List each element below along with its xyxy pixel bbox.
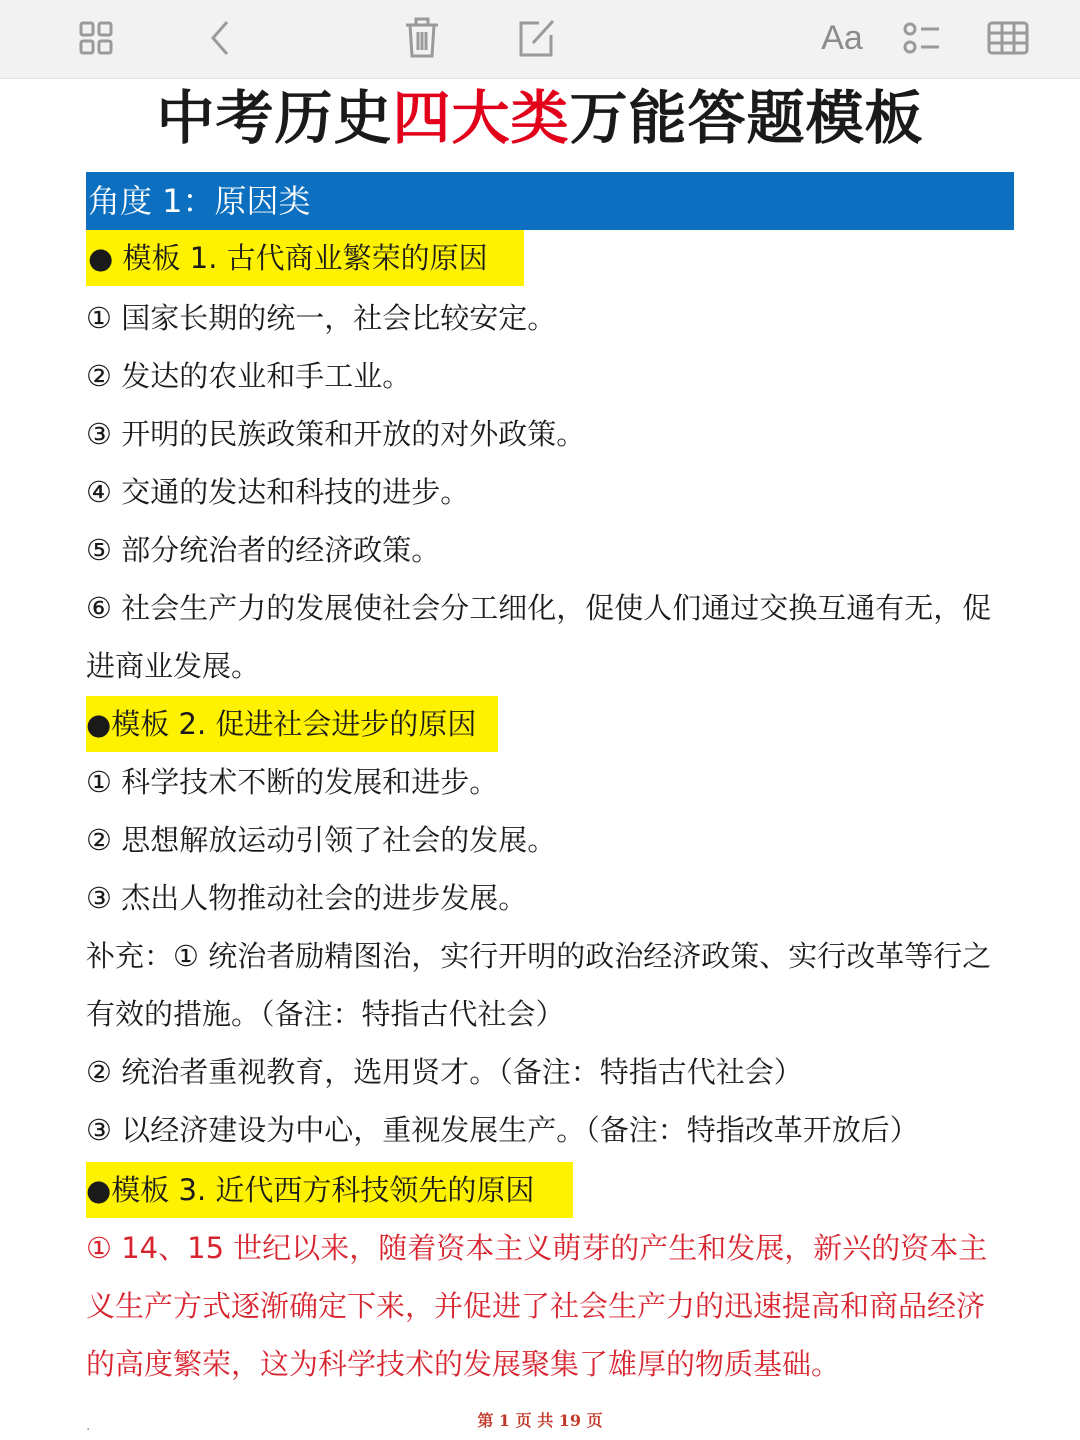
section-header: 角度 1：原因类 [86, 172, 1014, 230]
t2-line: ③ 杰出人物推动社会的进步发展。 [86, 881, 528, 915]
t1-line: ④ 交通的发达和科技的进步。 [86, 475, 470, 509]
top-toolbar [0, 0, 1080, 79]
t2-line: 补充：① 统治者励精图治，实行开明的政治经济政策、实行改革等行之 [86, 939, 992, 973]
t1-line: ① 国家长期的统一，社会比较安定。 [86, 301, 557, 335]
t3-line: 的高度繁荣，这为科学技术的发展聚集了雄厚的物质基础。 [86, 1347, 841, 1381]
font-size-icon[interactable] [814, 12, 870, 64]
document-title [0, 82, 1080, 154]
template2-heading: ●模板 2. 促进社会进步的原因 [86, 696, 498, 752]
t2-line: ② 思想解放运动引领了社会的发展。 [86, 823, 557, 857]
t2-line: ③ 以经济建设为中心，重视发展生产。（备注：特指改革开放后） [86, 1113, 919, 1147]
t1-line: ③ 开明的民族政策和开放的对外政策。 [86, 417, 586, 451]
t1-line: 进商业发展。 [86, 649, 261, 683]
t2-line: ① 科学技术不断的发展和进步。 [86, 765, 499, 799]
title-part1: 中考历史 [156, 84, 393, 152]
grid-icon[interactable] [68, 12, 124, 64]
t1-line: ② 发达的农业和手工业。 [86, 359, 412, 393]
t1-line: ⑤ 部分统治者的经济政策。 [86, 533, 441, 567]
title-part3: 万能答题模板 [569, 84, 924, 152]
trash-icon[interactable] [394, 12, 450, 64]
t3-line: 义生产方式逐渐确定下来，并促进了社会生产力的迅速提高和商品经济 [86, 1289, 986, 1323]
table-icon[interactable] [980, 12, 1036, 64]
page-footer: 第 1 页 共 19 页 [477, 1411, 603, 1430]
title-part2: 四大类 [392, 84, 570, 152]
page-mark: . [86, 1418, 91, 1434]
template1-heading: ● 模板 1. 古代商业繁荣的原因 [86, 230, 524, 286]
font-size-label: Aa [821, 18, 863, 57]
t3-line: ① 14、15 世纪以来，随着资本主义萌芽的产生和发展，新兴的资本主 [86, 1231, 988, 1265]
t2-line: 有效的措施。（备注：特指古代社会） [86, 997, 565, 1031]
t2-line: ② 统治者重视教育，选用贤才。（备注：特指古代社会） [86, 1055, 803, 1089]
checklist-icon[interactable] [894, 12, 950, 64]
edit-icon[interactable] [508, 12, 564, 64]
back-icon[interactable] [192, 12, 248, 64]
t1-line: ⑥ 社会生产力的发展使社会分工细化，促使人们通过交换互通有无，促 [86, 591, 992, 625]
template3-heading: ●模板 3. 近代西方科技领先的原因 [86, 1162, 573, 1218]
